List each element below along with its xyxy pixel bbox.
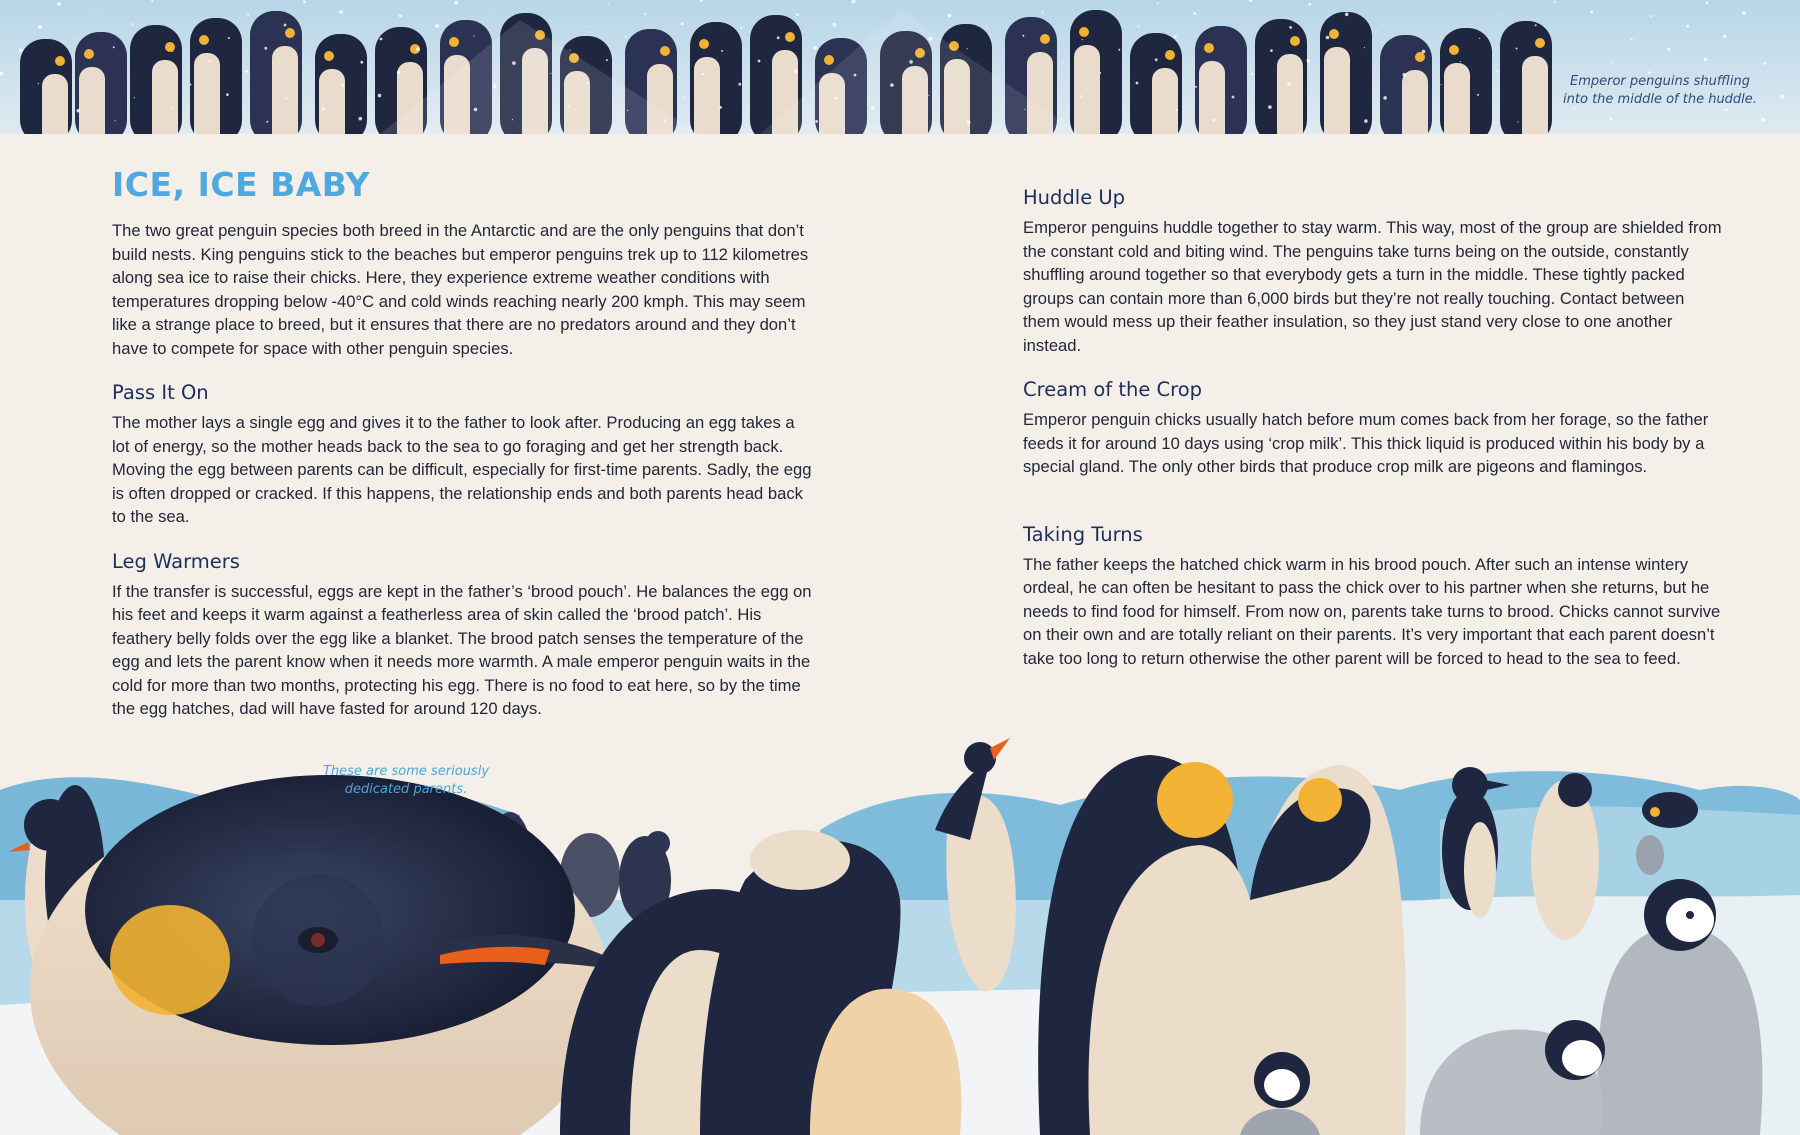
- section-body-leg-warmers: If the transfer is successful, eggs are kept in the father’s ‘brood pouch’. He balances the egg on his feet and keeps it warm against a featherless area of skin called the ‘brood patch’. His feathery belly folds over the egg like a blanket. The brood patch senses the temperature of the egg and lets the parent know when it needs more warmth. A male emperor penguin waits in the cold for more than two months, protecting his egg. There is no food to eat here, so by the time the egg hatches, dad will have fasted for around 120 days.: [112, 581, 812, 718]
- section-heading-huddle-up: Huddle Up: [1023, 186, 1126, 209]
- colony-caption: These are some seriously dedicated parents.: [322, 764, 490, 797]
- section-body-taking-turns: The father keeps the hatched chick warm in his brood pouch. After such an intense wintery ordeal, he can often be hesitant to pass the chick over to his partner when she returns, but he needs to find food for himself. From now on, parents take turns to brood. Chicks cannot survive on their own and are totally reliant on their parents. It’s very important that each parent doesn’t take too long to return otherwise the other parent will be forced to head to the sea to feed.: [1023, 554, 1721, 668]
- section-heading-pass-it-on: Pass It On: [112, 381, 209, 404]
- section-heading-cream-of-the-crop: Cream of the Crop: [1023, 378, 1203, 401]
- banner-caption: Emperor penguins shuffling into the middle of the huddle.: [1563, 74, 1757, 107]
- left-column: [112, 219, 812, 721]
- section-heading-leg-warmers: Leg Warmers: [112, 549, 240, 573]
- penguin-colony-illustration: [0, 735, 1800, 1135]
- intro-paragraph: The two great penguin species both breed in the Antarctic and are the only penguins that don’t build nests. King penguins stick to the beaches but emperor penguins trek up to 112 kilometres along sea ice to raise their chicks. Here, they experience extreme weather conditions with temperatures dropping below -40°C and cold winds reaching nearly 200 kmph. This may seem like a strange place to breed, but it ensures that there are no predators around and they don’t have to compete for space with other penguin species.: [112, 221, 809, 358]
- huddle-banner-illustration: [0, 0, 1800, 134]
- section-heading-taking-turns: Taking Turns: [1023, 522, 1143, 546]
- section-body-cream-of-the-crop: Emperor penguin chicks usually hatch before mum comes back from her forage, so the father feeds it for around 10 days using ‘crop milk’. This thick liquid is produced within his body by a special gland. The only other birds that produce crop milk are pigeons and flamingos.: [1023, 410, 1709, 476]
- right-column: [1023, 186, 1723, 670]
- section-body-pass-it-on: The mother lays a single egg and gives it to the father to look after. Producing an egg takes a lot of energy, so the mother heads back to the sea to go foraging and get her strength back. Moving the egg between parents can be difficult, especially for first-time parents. Sadly, the egg is often dropped or cracked. If this happens, the relationship ends and both parents head back to the sea.: [112, 413, 812, 526]
- section-body-huddle-up: Emperor penguins huddle together to stay warm. This way, most of the group are shielded from the constant cold and biting wind. The penguins take turns being on the outside, constantly shuffling around together so that everybody gets a turn in the middle. These tightly packed groups can contain more than 6,000 birds but they’re not really touching. Contact between them would mess up their feather insulation, so they just stand very close to one another instead.: [1023, 218, 1722, 355]
- page-title: ICE, ICE BABY: [112, 165, 371, 204]
